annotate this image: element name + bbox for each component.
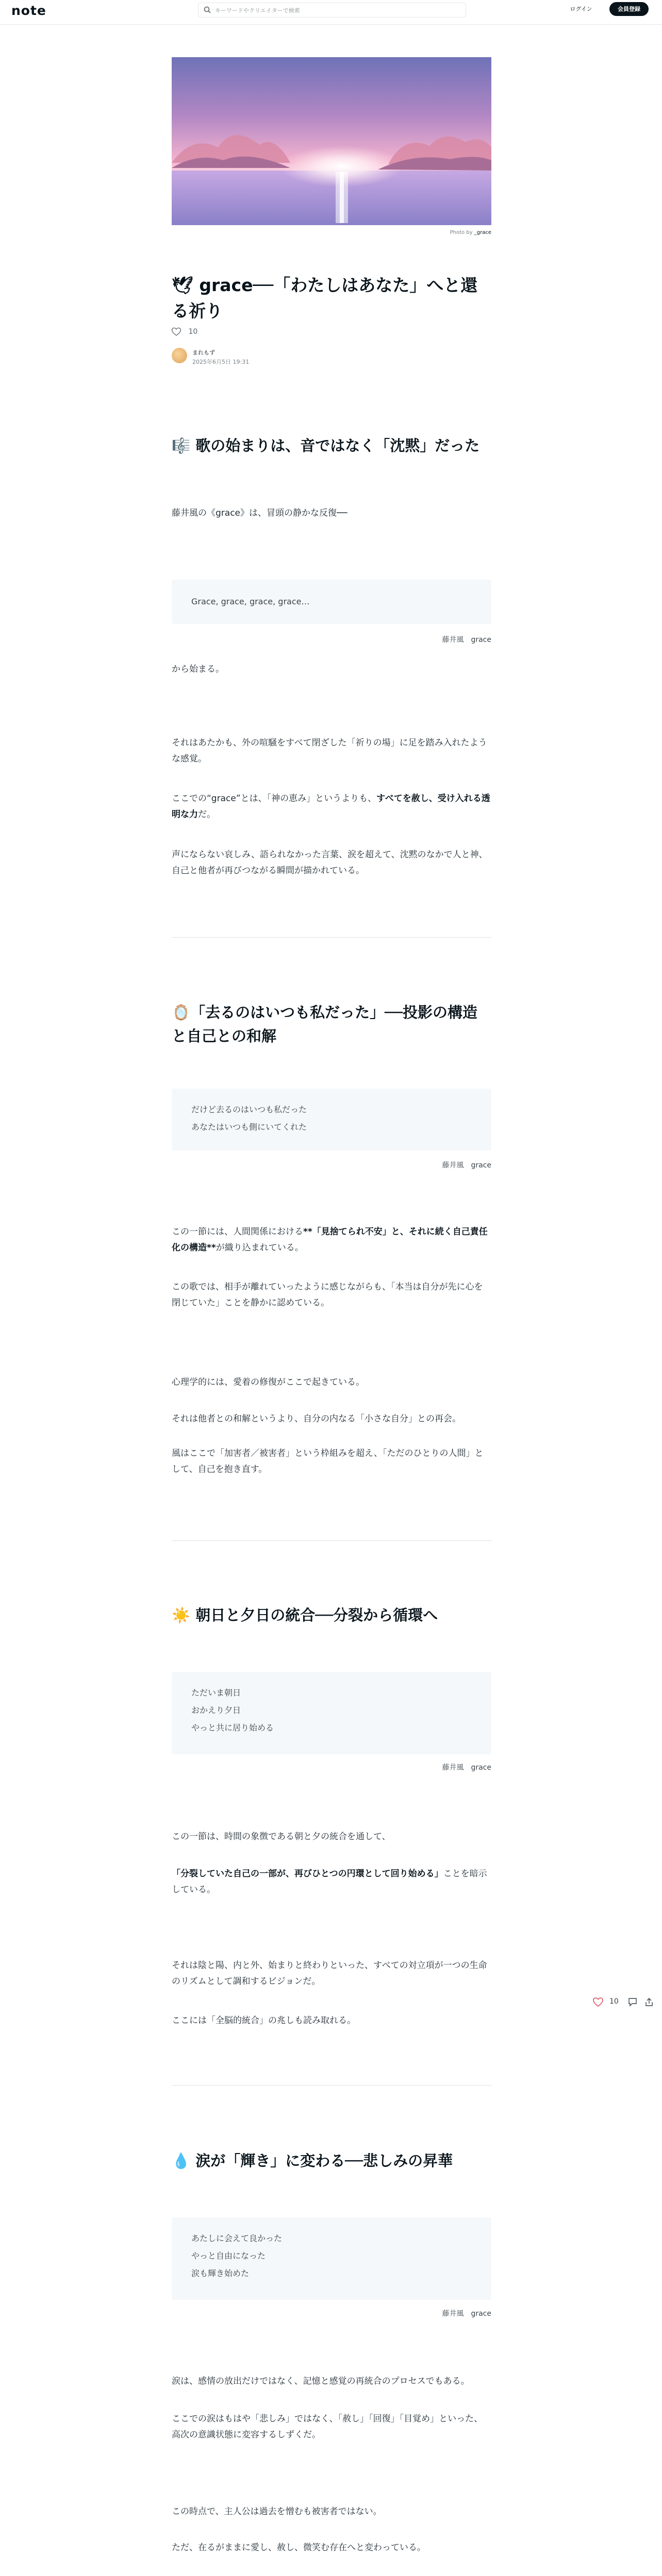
paragraph: 藤井風の《grace》は、冒頭の静かな反復──: [172, 508, 347, 518]
quote-line: あなたはいつも側にいてくれた: [191, 1122, 307, 1132]
paragraph: [172, 791, 491, 823]
paragraph: 声にならない哀しみ、語られなかった言葉、涙を超えて、沈黙のなかで人と神、自己と他者が再びつながる瞬間が描かれている。: [172, 850, 488, 876]
text-span: だ。: [198, 809, 216, 820]
paragraph: この一節は、時間の象徴である朝と夕の統合を通して、: [172, 1832, 391, 1842]
lyric-quote: [172, 1672, 491, 1754]
signup-button[interactable]: 会員登録: [609, 2, 649, 16]
paragraph: [172, 1224, 491, 1256]
author-name[interactable]: まれもず: [192, 349, 215, 356]
paragraph: それはあたかも、外の喧騒をすべて閉ざした「祈りの場」に足を踏み入れたような感覚。: [172, 738, 487, 764]
text-span: ことを暗示している。: [172, 1869, 487, 1895]
bold-text: 「分裂していた自己の一部が、再びひとつの円環として回り始める」: [172, 1869, 443, 1879]
paragraph: ここには「全脳的統合」の兆しも読み取れる。: [172, 2015, 356, 2026]
hero-image: [172, 57, 491, 225]
avatar[interactable]: [172, 348, 187, 363]
note-logo[interactable]: note: [11, 3, 46, 18]
lyric-quote: [172, 2217, 491, 2300]
text-span: が織り込まれている。: [216, 1243, 304, 1253]
divider: [172, 937, 491, 938]
section-heading: 🎼 歌の始まりは、音ではなく「沈黙」だった: [172, 437, 480, 454]
paragraph: ただ、在るがままに愛し、赦し、微笑む存在へと変わっている。: [172, 2543, 426, 2553]
paragraph: 涙は、感情の放出だけではなく、記憶と感覚の再統合のプロセスでもある。: [172, 2376, 470, 2386]
section-heading: 💧 涙が「輝き」に変わる──悲しみの昇華: [172, 2152, 453, 2170]
quote-line: やっと自由になった: [191, 2251, 266, 2261]
publish-date: 2025年6月5日 19:31: [192, 359, 250, 365]
section-heading: 🪞「去るのはいつも私だった」──投影の構造と自己との和解: [172, 1004, 478, 1045]
quote-line: やっと共に居り始める: [191, 1723, 274, 1733]
bold-text: すべてを赦し、受け入れる透明な力: [172, 793, 490, 820]
search-input[interactable]: [215, 5, 457, 15]
login-button[interactable]: ログイン: [565, 2, 597, 16]
search-icon: [204, 6, 211, 13]
quote-line: あたしに会えて良かった: [191, 2233, 283, 2243]
photo-credit-name[interactable]: _grace: [474, 230, 491, 235]
quote-line: Grace, grace, grace, grace…: [191, 597, 310, 606]
article-title: 🕊 grace──「わたしはあなた」へと還る祈り: [172, 275, 478, 321]
quote-line: だけど去るのはいつも私だった: [191, 1105, 307, 1114]
like-count: 10: [188, 328, 198, 336]
heart-icon[interactable]: [172, 328, 181, 336]
paragraph: から始まる。: [172, 664, 224, 674]
paragraph: 風はここで「加害者／被害者」という枠組みを超え、「ただのひとりの人間」として、自己を抱き直す。: [172, 1448, 484, 1475]
like-row[interactable]: [172, 328, 197, 338]
lyric-quote: [172, 580, 491, 624]
paragraph: それは陰と陽、内と外、始まりと終わりといった、すべての対立項が一つの生命のリズムとして調和するビジョンだ。: [172, 1960, 487, 1987]
quote-cite: 藤井風 grace: [442, 1161, 491, 1170]
paragraph: それは他者との和解というより、自分の内なる「小さな自分」との再会。: [172, 1414, 461, 1424]
like-count: 10: [609, 1997, 619, 2006]
heart-icon[interactable]: [593, 1997, 603, 2007]
comment-icon[interactable]: [628, 1997, 637, 2007]
paragraph: 心理学的には、愛着の修復がここで起きている。: [172, 1377, 365, 1387]
quote-line: 涙も輝き始めた: [191, 2268, 250, 2278]
divider: [172, 2085, 491, 2086]
search-box[interactable]: [198, 3, 466, 18]
divider: [172, 1540, 491, 1541]
paragraph: この時点で、主人公は過去を憎むも被害者ではない。: [172, 2506, 382, 2517]
text-span: この一節には、人間関係における: [172, 1227, 303, 1237]
photo-credit: [450, 230, 491, 235]
share-icon[interactable]: [644, 1997, 654, 2007]
quote-cite: 藤井風 grace: [442, 2310, 491, 2318]
quote-line: ただいま朝日: [191, 1688, 241, 1698]
site-header: [0, 0, 662, 25]
paragraph: [172, 1866, 491, 1898]
quote-cite: 藤井風 grace: [442, 636, 491, 644]
text-span: ここでの“grace”とは、「神の恵み」というよりも、: [172, 793, 377, 804]
paragraph: ここでの涙はもはや「悲しみ」ではなく、「赦し」「回復」「目覚め」といった、高次の意識状態に変容するしずくだ。: [172, 2414, 483, 2440]
quote-cite: 藤井風 grace: [442, 1764, 491, 1772]
paragraph: この歌では、相手が離れていったように感じながらも、「本当は自分が先に心を閉じていた」ことを静かに認めている。: [172, 1282, 483, 1308]
quote-line: おかえり夕日: [191, 1705, 241, 1715]
bold-text: **「見捨てられ不安」と、それに続く自己責任化の構造**: [172, 1227, 488, 1253]
lyric-quote: [172, 1089, 491, 1150]
section-heading: ☀️ 朝日と夕日の統合──分裂から循環へ: [172, 1606, 438, 1624]
photo-credit-label: Photo by: [450, 230, 473, 235]
